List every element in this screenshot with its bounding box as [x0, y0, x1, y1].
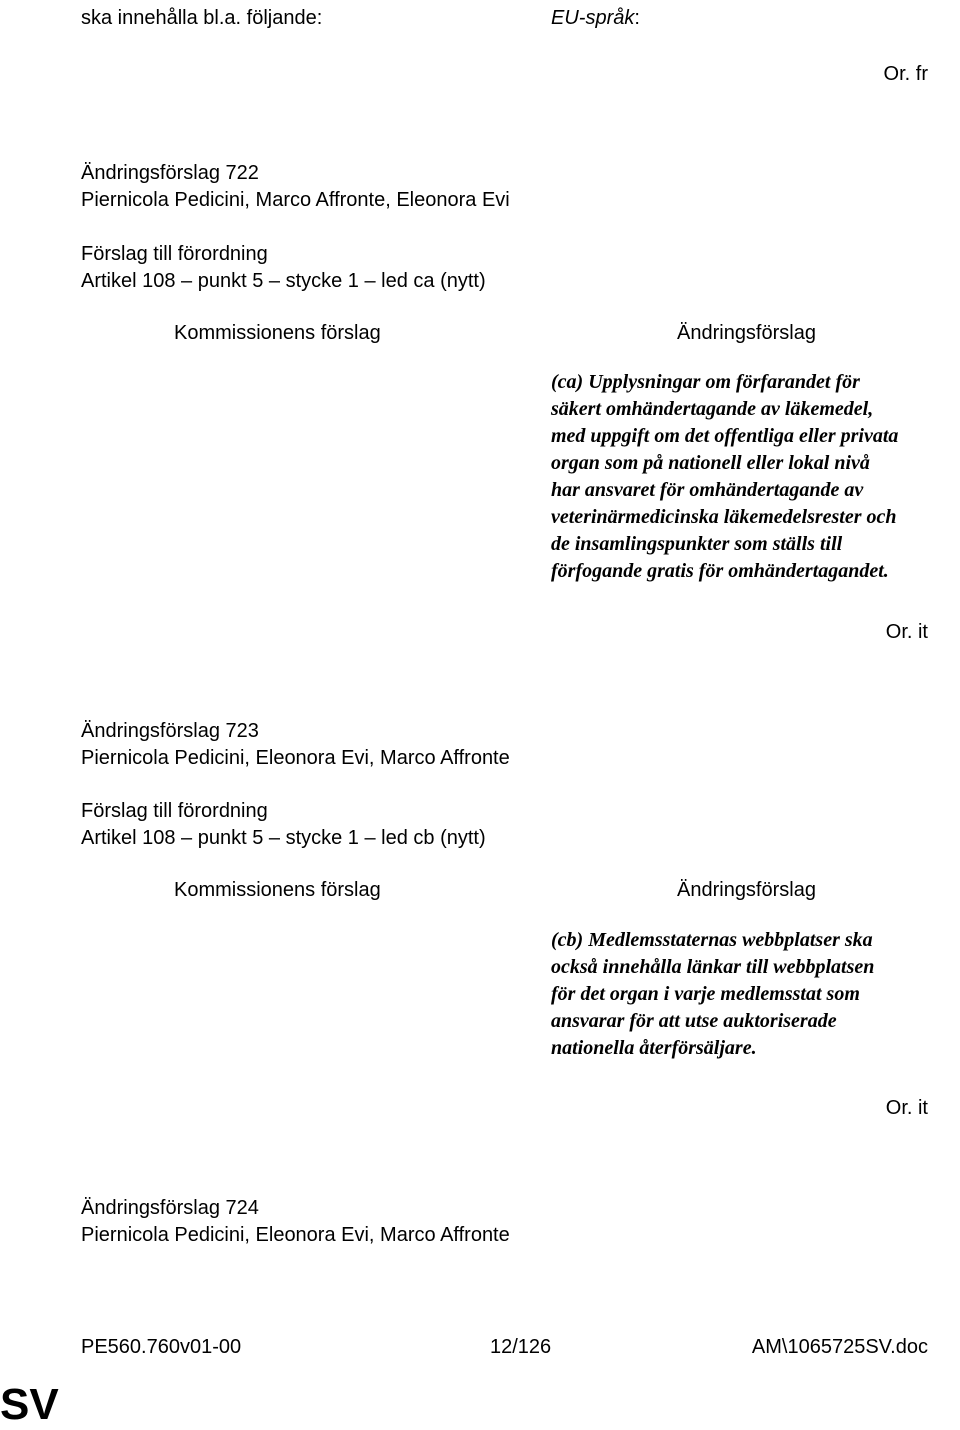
- amendment-text-line: de insamlingspunkter som ställs till: [551, 533, 843, 555]
- article-ref-722: Artikel 108 – punkt 5 – stycke 1 – led ca (nytt): [81, 270, 486, 292]
- amendment-text-722: [551, 369, 941, 585]
- footer-doc-ref: PE560.760v01-00: [81, 1336, 242, 1358]
- column-header-commission-722: Kommissionens förslag: [174, 322, 381, 344]
- amendment-text-line: veterinärmedicinska läkemedelsrester och: [551, 506, 897, 528]
- amendment-text-line: (ca) Upplysningar om förfarandet för: [551, 371, 860, 393]
- amendment-title-723: Ändringsförslag 723: [81, 720, 259, 742]
- end-origin-723: Or. it: [885, 1097, 928, 1119]
- amendment-title-722: Ändringsförslag 722: [81, 162, 259, 184]
- proposal-type-722: Förslag till förordning: [81, 243, 268, 265]
- footer-page-number: 12/126: [490, 1336, 552, 1358]
- footer-filename: AM\1065725SV.doc: [751, 1336, 928, 1358]
- amendment-text-line: för det organ i varje medlemsstat som: [551, 983, 860, 1005]
- amendment-text-line: säkert omhändertagande av läkemedel,: [551, 398, 874, 420]
- language-label-text: EU-språk: [551, 7, 635, 29]
- column-header-amendment-722: Ändringsförslag: [677, 322, 816, 344]
- amendment-text-line: nationella återförsäljare.: [551, 1037, 757, 1059]
- amendment-authors-724: Piernicola Pedicini, Eleonora Evi, Marco Affronte: [81, 1224, 510, 1246]
- article-ref-723: Artikel 108 – punkt 5 – stycke 1 – led cb (nytt): [81, 827, 486, 849]
- amendment-text-line: ansvarar för att utse auktoriserade: [551, 1010, 837, 1032]
- intro-text: ska innehålla bl.a. följande:: [81, 7, 323, 29]
- amendment-text-line: också innehålla länkar till webbplatsen: [551, 956, 875, 978]
- amendment-text-line: har ansvaret för omhändertagande av: [551, 479, 864, 501]
- amendment-text-line: med uppgift om det offentliga eller privata: [551, 425, 899, 447]
- language-code: SV: [0, 1380, 59, 1429]
- column-header-commission-723: Kommissionens förslag: [174, 879, 381, 901]
- amendment-text-723: [551, 927, 941, 1062]
- amendment-text-line: (cb) Medlemsstaternas webbplatser ska: [551, 929, 873, 951]
- language-label-colon: :: [634, 7, 640, 29]
- amendment-authors-722: Piernicola Pedicini, Marco Affronte, Eleonora Evi: [81, 189, 510, 211]
- language-label: [551, 5, 640, 31]
- end-origin-722: Or. it: [885, 621, 928, 643]
- amendment-title-724: Ändringsförslag 724: [81, 1197, 259, 1219]
- amendment-authors-723: Piernicola Pedicini, Eleonora Evi, Marco Affronte: [81, 747, 510, 769]
- column-header-amendment-723: Ändringsförslag: [677, 879, 816, 901]
- amendment-text-line: förfogande gratis för omhändertagandet.: [551, 560, 889, 582]
- origin-language-722: Or. fr: [883, 63, 928, 85]
- amendment-text-line: organ som på nationell eller lokal nivå: [551, 452, 870, 474]
- proposal-type-723: Förslag till förordning: [81, 800, 268, 822]
